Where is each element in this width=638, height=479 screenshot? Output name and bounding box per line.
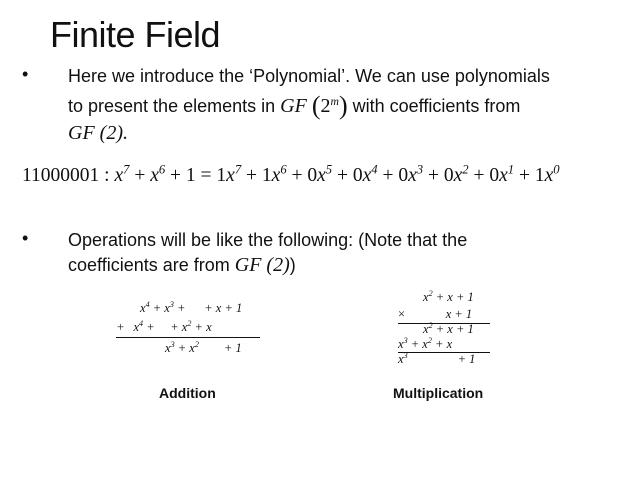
multiplication-row1: $x^2 + x + 1$ xyxy=(423,288,474,304)
addition-caption: Addition xyxy=(159,385,216,401)
equation-term: $x^6$ xyxy=(150,162,166,186)
equation-term: $x^1$ xyxy=(499,162,515,186)
multiplication-row2: × x + 1 xyxy=(398,307,473,321)
page-title: Finite Field xyxy=(50,14,221,55)
gf-symbol: GF xyxy=(280,95,307,117)
bullet-dot-2: • xyxy=(22,228,29,248)
times-sign: × xyxy=(398,307,406,321)
bullet2-line2 xyxy=(68,253,296,277)
equation-term: $x^5$ xyxy=(317,162,333,186)
equation-term: $x^2$ xyxy=(453,162,469,186)
addition-rule xyxy=(116,337,260,338)
bullet1-line1: Here we introduce the ‘Polynomial’. We can use polynomials xyxy=(68,66,550,86)
right-paren: ) xyxy=(338,91,348,120)
multiplication-caption: Multiplication xyxy=(393,385,484,401)
equation-term: $x^7$ xyxy=(114,162,130,186)
equation-term: $x^6$ xyxy=(271,162,287,186)
gf-exponent: m xyxy=(330,95,339,108)
equation-term: $x^4$ xyxy=(362,162,378,186)
addition-row2: + $x^4$ + + $x^2 + x$ xyxy=(117,318,212,334)
equation-binary: 11000001 : xyxy=(22,165,115,186)
equation-term: $x^0$ xyxy=(544,162,560,186)
gf-base: 2 xyxy=(320,95,331,117)
addition-result: $x^3 + x^2$ + 1 xyxy=(165,339,242,355)
bullet2-line2-pre: coefficients are from xyxy=(68,255,235,275)
multiplication-partial1: $x^2 + x + 1$ xyxy=(423,320,474,336)
binary-polynomial-equation: 11000001 : $x^7 + x^6 + 1 = 1x^7 + 1x^6 + 0x^5 + 0x^4 + 0x^3 + 0x^2 + 0x^1 + 1x^0$ xyxy=(22,162,560,186)
plus-sign: + xyxy=(117,320,125,334)
addition-row1: $x^4 + x^3$ + + x + 1 xyxy=(140,299,243,315)
bullet2-line1: Operations will be like the following: (Note that the xyxy=(68,230,468,250)
bullet1-line3: GF (2). xyxy=(68,122,128,144)
bullet1-line2 xyxy=(68,92,520,118)
bullet1-line2-post: with coefficients from xyxy=(352,96,521,116)
equation-term: $x^7$ xyxy=(226,162,242,186)
bullet2-line2-post: ) xyxy=(289,255,296,275)
equation-term: $x^3$ xyxy=(408,162,424,186)
multiplication-partial2: $x^3 + x^2 + x$ xyxy=(398,335,453,351)
multiplication-result: $x^3$ + 1 xyxy=(398,350,476,366)
bullet1-line2-pre: to present the elements in xyxy=(68,96,281,116)
bullet2-gf: GF (2) xyxy=(234,254,290,276)
left-paren: ( xyxy=(311,91,321,120)
bullet-dot-1: • xyxy=(22,64,29,84)
